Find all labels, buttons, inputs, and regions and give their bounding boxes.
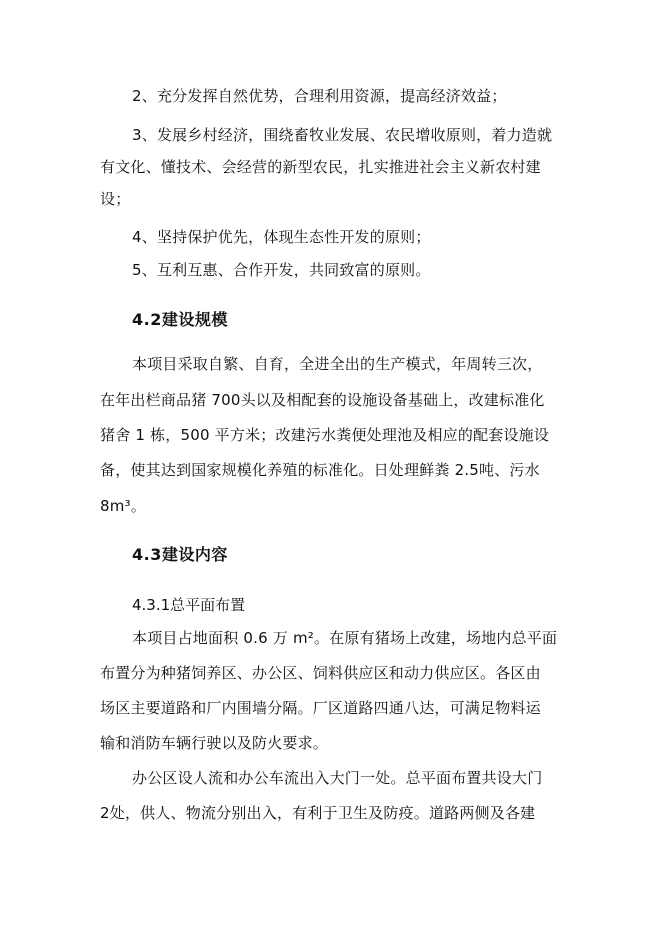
section-4-2-heading: 4.2建设规模 <box>132 310 228 329</box>
principle-4: 4、坚持保护优先，体现生态性开发的原则； <box>132 228 431 246</box>
section-4-3-para-2-line-1: 办公区设人流和办公车流出入大门一处。总平面布置共设大门 <box>132 769 543 787</box>
section-4-2-line-1: 本项目采取自繁、自育，全进全出的生产模式，年周转三次， <box>132 355 543 373</box>
section-4-3-para-1-line-3: 场区主要道路和厂内围墙分隔。厂区道路四通八达，可满足物料运 <box>100 699 541 717</box>
principle-3-line-2: 有文化、懂技术、会经营的新型农民，扎实推进社会主义新农村建 <box>100 158 541 176</box>
section-4-3-para-1-line-1: 本项目占地面积 0.6 万 m²。在原有猪场上改建，场地内总平面 <box>132 629 558 647</box>
section-4-2-line-3: 猪舍 1 栋，500 平方米；改建污水粪便处理池及相应的配套设施设 <box>100 426 550 444</box>
section-4-2-line-5: 8m³。 <box>100 497 146 515</box>
section-4-3-heading: 4.3建设内容 <box>132 545 228 564</box>
section-4-3-para-2-line-2: 2处，供人、物流分别出入，有利于卫生及防疫。道路两侧及各建 <box>100 804 536 822</box>
principle-3-line-3: 设； <box>100 190 131 208</box>
section-4-3-para-1-line-2: 布置分为种猪饲养区、办公区、饲料供应区和动力供应区。各区由 <box>100 664 541 682</box>
principle-2: 2、充分发挥自然优势，合理利用资源，提高经济效益； <box>132 87 507 105</box>
section-4-3-1-heading: 4.3.1总平面布置 <box>132 596 246 614</box>
principle-3-line-1: 3、发展乡村经济，围绕畜牧业发展、农民增收原则，着力造就 <box>132 126 553 144</box>
section-4-2-line-4: 备，使其达到国家规模化养殖的标准化。日处理鲜粪 2.5吨、污水 <box>100 461 540 479</box>
section-4-2-line-2: 在年出栏商品猪 700头以及相配套的设施设备基础上，改建标准化 <box>100 391 545 409</box>
section-4-3-para-1-line-4: 输和消防车辆行驶以及防火要求。 <box>100 734 329 752</box>
principle-5: 5、互利互惠、合作开发，共同致富的原则。 <box>132 261 431 279</box>
